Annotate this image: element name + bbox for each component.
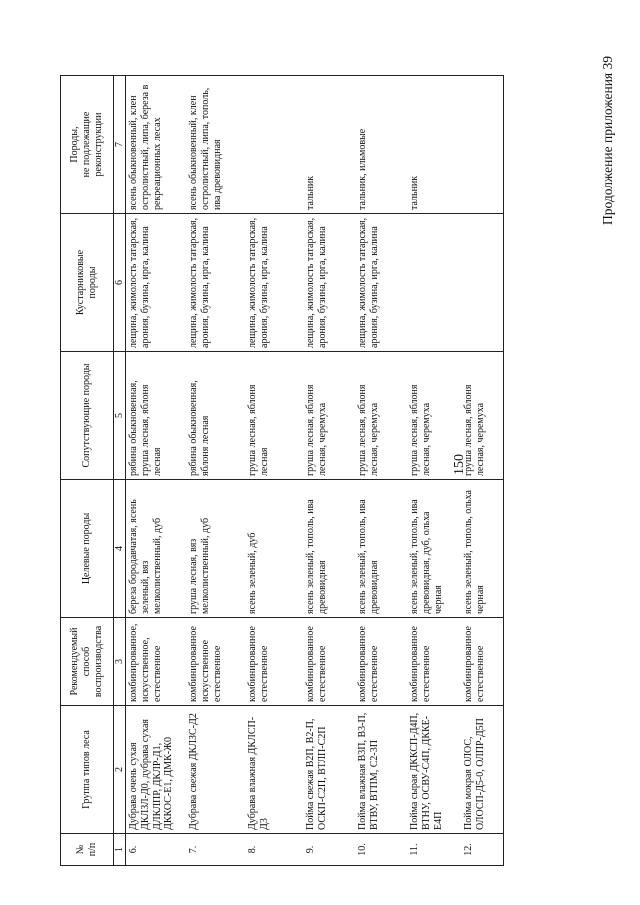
table-row bbox=[407, 76, 461, 866]
table-row bbox=[186, 76, 245, 866]
shrub-species: лещина, жимолость татарская, арония, бузина, ирга, калина bbox=[186, 214, 245, 352]
shrub-species: лещина, жимолость татарская, арония, бузина, ирга, калина bbox=[126, 214, 187, 352]
table-row bbox=[461, 76, 504, 866]
shrub-species bbox=[407, 214, 461, 352]
header-target: Целевые породы bbox=[61, 480, 114, 618]
shrub-species: лещина, жимолость татарская, арония, бузина, ирга, калина bbox=[303, 214, 355, 352]
row-number: 10. bbox=[355, 834, 407, 866]
col-number: 4 bbox=[114, 480, 126, 618]
shrub-species bbox=[461, 214, 504, 352]
table-header-row bbox=[61, 76, 114, 866]
row-number: 7. bbox=[186, 834, 245, 866]
header-no: № п/п bbox=[61, 834, 114, 866]
companion-species: груша лесная, яблоня лесная, черемуха bbox=[355, 352, 407, 480]
col-number: 1 bbox=[114, 834, 126, 866]
table-row bbox=[245, 76, 303, 866]
reproduction-method: комбинированное, искусственное, естественное bbox=[126, 618, 187, 706]
header-group: Группа типов леса bbox=[61, 706, 114, 834]
target-species: ясень зеленый, дуб bbox=[245, 480, 303, 618]
forest-type-group: Дубрава очень сухая ДКЛЗЛ-Д0, дубрава сухая ДЛКЛПР, ДКЛР-Д1, ДККОС-Е1, ДМК-Ж0 bbox=[126, 706, 187, 834]
forest-type-group: Пойма сырая ДККСП-Д4П, ВТНУ, ОСВУ-С4П, ДККЕ-Е4П bbox=[407, 706, 461, 834]
continuation-caption: Продолжение приложения 39 bbox=[600, 55, 615, 225]
col-number: 7 bbox=[114, 76, 126, 214]
shrub-species: лещина, жимолость татарская, арония, бузина, ирга, калина bbox=[245, 214, 303, 352]
header-shrubs: Кустарниковые породы bbox=[61, 214, 114, 352]
reproduction-method: комбинированное естественное bbox=[303, 618, 355, 706]
header-companion: Сопутствующие породы bbox=[61, 352, 114, 480]
col-number: 3 bbox=[114, 618, 126, 706]
row-number: 11. bbox=[407, 834, 461, 866]
target-species: ясень зеленый, тополь, ива древовидная bbox=[303, 480, 355, 618]
row-number: 8. bbox=[245, 834, 303, 866]
table-row bbox=[126, 76, 187, 866]
reproduction-method: комбинированное естественное bbox=[407, 618, 461, 706]
table-row bbox=[303, 76, 355, 866]
forest-type-group: Пойма свежая В2П, В2-П, ОСКП-С2П, ВТЛП-С2П bbox=[303, 706, 355, 834]
col-number: 6 bbox=[114, 214, 126, 352]
page-number: 150 bbox=[452, 454, 467, 475]
forest-type-group: Пойма мокрая ОЛОС, ОЛОСП-Д5-0, ОЛПР-Д5П bbox=[461, 706, 504, 834]
reproduction-method: комбинированное естественное bbox=[245, 618, 303, 706]
not-reconstructed-species: тальник bbox=[303, 76, 355, 214]
forest-type-group: Дубрава свежая ДКЛЗС-Д2 bbox=[186, 706, 245, 834]
not-reconstructed-species: тальник, ильмовые bbox=[355, 76, 407, 214]
companion-species: груша лесная, яблоня лесная, черемуха bbox=[407, 352, 461, 480]
target-species: груша лесная, вяз мелколиственный, дуб bbox=[186, 480, 245, 618]
header-method: Рекомендуемый способ воспроизводства bbox=[61, 618, 114, 706]
companion-species: рябина обыкновенная, яблоня лесная bbox=[186, 352, 245, 480]
reproduction-method: комбинированное искусственное естественное bbox=[186, 618, 245, 706]
not-reconstructed-species: тальник bbox=[407, 76, 461, 214]
not-reconstructed-species: ясень обыкновенный, клен остролистный, липа, береза в рекреационных лесах bbox=[126, 76, 187, 214]
column-number-row bbox=[114, 76, 126, 866]
not-reconstructed-species bbox=[461, 76, 504, 214]
reproduction-method: комбинированное естественное bbox=[355, 618, 407, 706]
not-reconstructed-species bbox=[245, 76, 303, 214]
header-not-reconstructed: Породы, не подлежащие реконструкции bbox=[61, 76, 114, 214]
target-species: береза бородавчатая, ясень зеленый, вяз мелколиственный, дуб bbox=[126, 480, 187, 618]
not-reconstructed-species: ясень обыкновенный, клен остролистный, липа, тополь, ива древовидная bbox=[186, 76, 245, 214]
companion-species: груша лесная, яблоня лесная, черемуха bbox=[303, 352, 355, 480]
target-species: ясень зеленый, тополь, ольха черная bbox=[461, 480, 504, 618]
col-number: 5 bbox=[114, 352, 126, 480]
target-species: ясень зеленый, тополь, ива древовидная, дуб, ольха черная bbox=[407, 480, 461, 618]
shrub-species: лещина, жимолость татарская, арония, бузина, ирга, калина bbox=[355, 214, 407, 352]
forest-reproduction-table bbox=[60, 75, 504, 866]
forest-type-group: Дубрава влажная ДКЛСП-Д3 bbox=[245, 706, 303, 834]
table-row bbox=[355, 76, 407, 866]
target-species: ясень зеленый, тополь, ива древовидная bbox=[355, 480, 407, 618]
companion-species: груша лесная, яблоня лесная bbox=[245, 352, 303, 480]
companion-species: груша лесная, яблоня лесная, черемуха bbox=[461, 352, 504, 480]
row-number: 9. bbox=[303, 834, 355, 866]
companion-species: рябина обыкновенная, груша лесная, яблоня лесная bbox=[126, 352, 187, 480]
row-number: 6. bbox=[126, 834, 187, 866]
forest-type-group: Пойма влажная В3П, В3-П, ВТВУ, ВТПМ, С2-3П bbox=[355, 706, 407, 834]
col-number: 2 bbox=[114, 706, 126, 834]
row-number: 12. bbox=[461, 834, 504, 866]
reproduction-method: комбинированное естественное bbox=[461, 618, 504, 706]
